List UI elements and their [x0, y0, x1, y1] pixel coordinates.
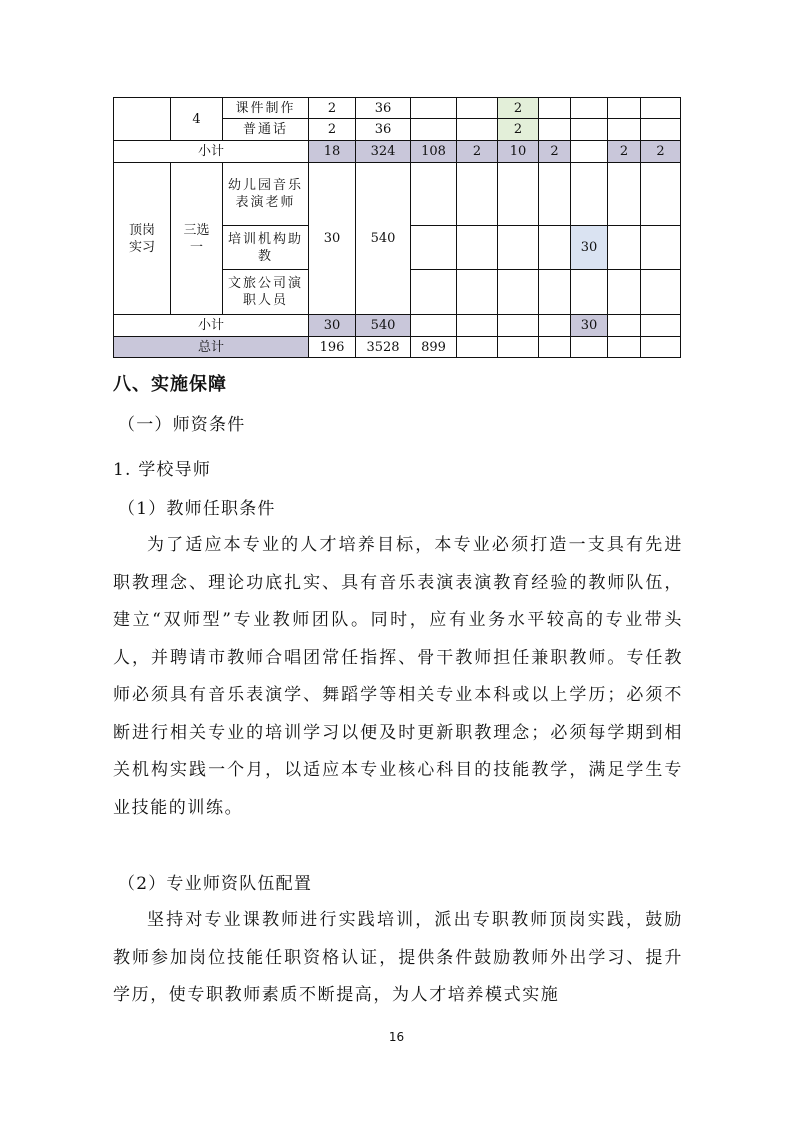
cell	[411, 270, 457, 315]
cell: 540	[356, 315, 411, 337]
cell: 2	[539, 141, 571, 163]
cell	[608, 337, 641, 358]
total-row	[114, 337, 681, 358]
cell	[608, 163, 641, 226]
cell: 30	[571, 315, 608, 337]
subtotal-row	[114, 315, 681, 337]
cell	[457, 226, 498, 270]
subtotal-label: 小计	[114, 315, 309, 337]
cell: 196	[309, 337, 356, 358]
subtotal-row	[114, 141, 681, 163]
cell	[457, 119, 498, 141]
cell	[457, 337, 498, 358]
cell	[498, 226, 539, 270]
total-label: 总计	[114, 337, 309, 358]
cell: 2	[457, 141, 498, 163]
cell: 2	[309, 119, 356, 141]
cell	[608, 226, 641, 270]
subsection-heading: （一）师资条件	[118, 415, 246, 435]
cell	[539, 315, 571, 337]
cell	[641, 226, 681, 270]
cell	[539, 226, 571, 270]
cell	[608, 98, 641, 119]
cell	[539, 163, 571, 226]
cell	[641, 270, 681, 315]
cell	[571, 337, 608, 358]
cell: 324	[356, 141, 411, 163]
cell: 2	[309, 98, 356, 119]
cell	[571, 119, 608, 141]
cell	[608, 270, 641, 315]
cell	[457, 98, 498, 119]
course-name: 普通话	[223, 119, 309, 141]
internship-category: 顶岗 实习	[114, 163, 171, 315]
cell: 108	[411, 141, 457, 163]
cell	[571, 270, 608, 315]
hours-cell: 540	[356, 163, 411, 315]
table-row	[114, 98, 681, 119]
option-name: 文旅公司演职人员	[223, 270, 309, 315]
cell	[498, 337, 539, 358]
cell	[608, 315, 641, 337]
group-cell: 4	[171, 98, 223, 141]
cell	[539, 270, 571, 315]
cell	[641, 163, 681, 226]
page-number: 16	[388, 1030, 405, 1044]
section-heading: 八、实施保障	[113, 374, 227, 395]
cell	[539, 337, 571, 358]
cell: 2	[498, 119, 539, 141]
option-name: 培训机构助教	[223, 226, 309, 270]
course-name: 课件制作	[223, 98, 309, 119]
choice-cell: 三选 一	[171, 163, 223, 315]
cell	[641, 337, 681, 358]
cell	[608, 119, 641, 141]
item-subheading: （2）专业师资队伍配置	[118, 874, 313, 894]
cell	[571, 98, 608, 119]
category-cell	[114, 98, 171, 141]
cell	[411, 119, 457, 141]
cell	[539, 119, 571, 141]
option-name: 幼儿园音乐表演老师	[223, 163, 309, 226]
cell	[411, 98, 457, 119]
subtotal-label: 小计	[114, 141, 309, 163]
cell	[571, 163, 608, 226]
cell	[457, 270, 498, 315]
cell	[411, 226, 457, 270]
table-row	[114, 163, 681, 226]
cell	[641, 119, 681, 141]
cell: 18	[309, 141, 356, 163]
cell	[457, 163, 498, 226]
cell: 2	[608, 141, 641, 163]
credits-cell: 30	[309, 163, 356, 315]
item-heading: 1. 学校导师	[113, 460, 212, 480]
cell: 2	[641, 141, 681, 163]
cell	[498, 270, 539, 315]
paragraph: 坚持对专业课教师进行实践培训，派出专职教师顶岗实践，鼓励教师参加岗位技能任职资格认证，提供条件鼓励教师外出学习、提升学历，使专职教师素质不断提高，为人才培养模式实施	[113, 910, 683, 1005]
cell: 899	[411, 337, 457, 358]
cell	[498, 163, 539, 226]
cell: 2	[498, 98, 539, 119]
cell: 36	[356, 119, 411, 141]
course-schedule-table	[113, 97, 681, 358]
cell	[411, 163, 457, 226]
cell: 36	[356, 98, 411, 119]
cell	[539, 98, 571, 119]
cell: 10	[498, 141, 539, 163]
cell	[641, 98, 681, 119]
cell: 3528	[356, 337, 411, 358]
cell: 30	[571, 226, 608, 270]
cell	[641, 315, 681, 337]
cell	[498, 315, 539, 337]
cell	[457, 315, 498, 337]
paragraph: 为了适应本专业的人才培养目标，本专业必须打造一支具有先进职教理念、理论功底扎实、具有音乐表演表演教育经验的教师队伍，建立“双师型”专业教师团队。同时，应有业务水平较高的专业带头人，并聘请市教师合唱团常任指挥、骨干教师担任兼职教师。专任教师必须具有音乐表演学、舞蹈学等相关专业本科或以上学历；必须不断进行相关专业的培训学习以便及时更新职教理念；必须每学期到相关机构实践一个月，以适应本专业核心科目的技能教学，满足学生专业技能的训练。	[113, 535, 683, 818]
cell	[411, 315, 457, 337]
cell	[571, 141, 608, 163]
item-subheading: （1）教师任职条件	[118, 499, 276, 519]
cell: 30	[309, 315, 356, 337]
